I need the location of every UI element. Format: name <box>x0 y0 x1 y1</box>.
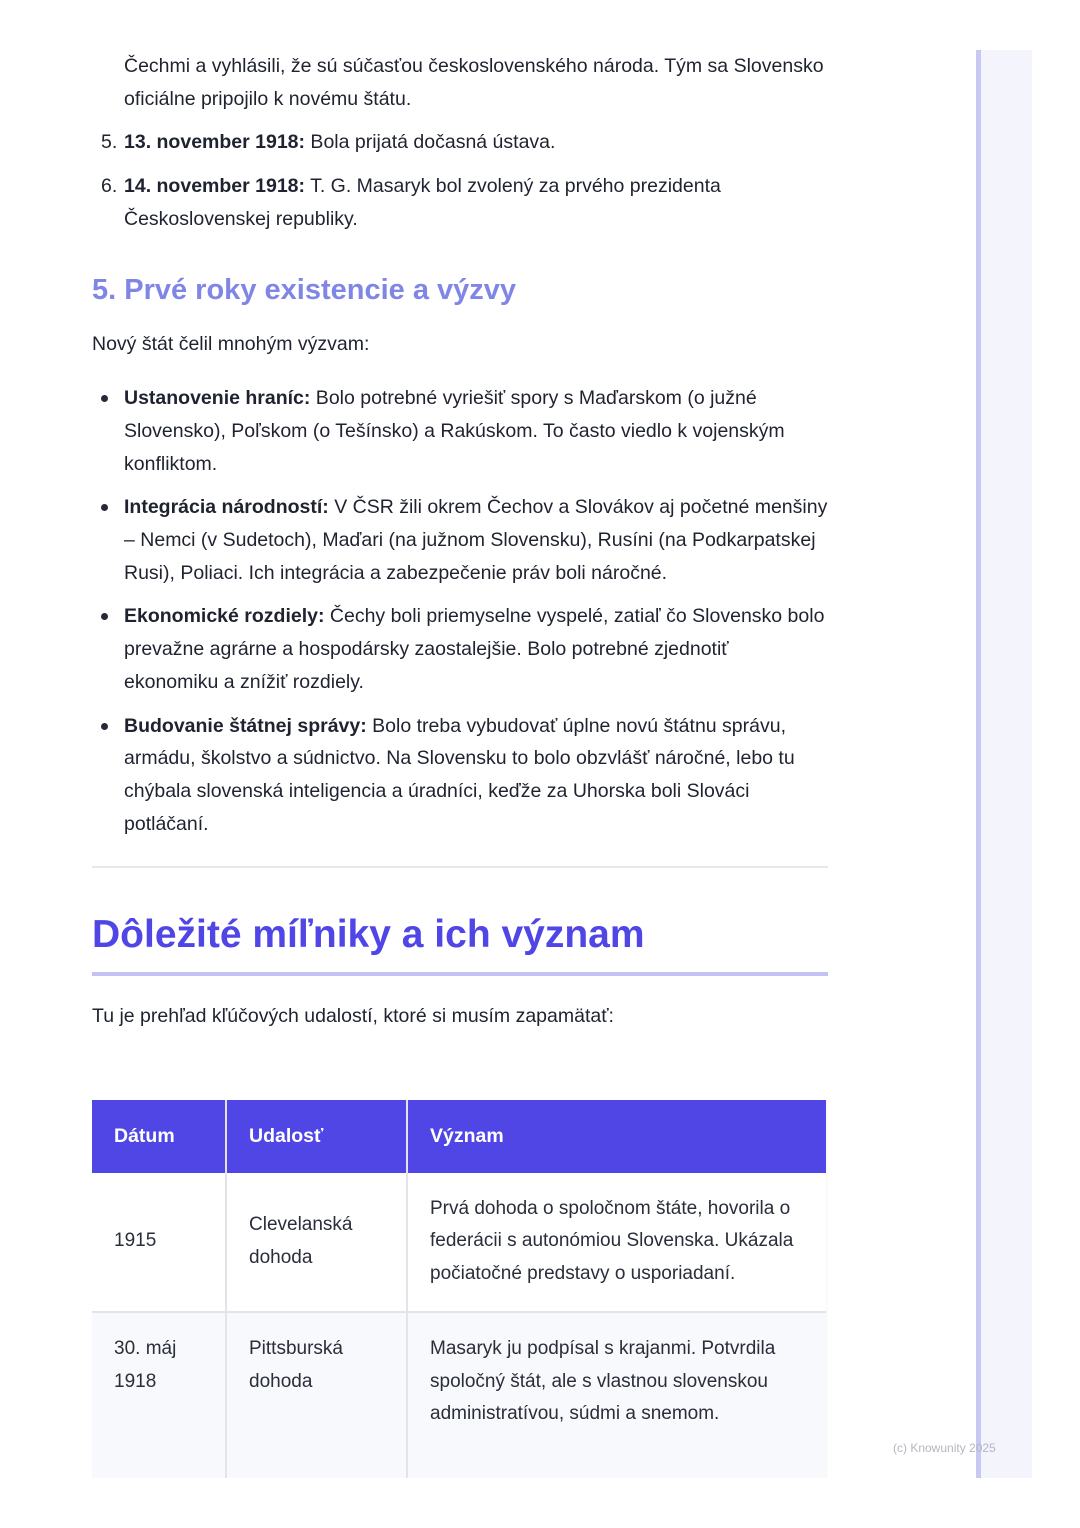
side-margin-strip <box>976 50 1032 1478</box>
list-item-label: Ekonomické rozdiely: <box>124 605 325 628</box>
list-number: 5. <box>101 131 118 154</box>
cell-event: Clevelanská dohoda <box>226 1173 407 1312</box>
numbered-list <box>92 50 828 236</box>
column-header-date: Dátum <box>92 1100 226 1173</box>
list-item <box>92 382 828 480</box>
document-content <box>92 50 828 1033</box>
column-header-significance: Význam <box>407 1100 826 1173</box>
cell-significance: Masaryk ju podpísal s krajanmi. Potvrdila spoločný štát, ale s vlastnou slovenskou administratívou, súdmi a snemom. <box>407 1312 826 1478</box>
list-item-label: Ustanovenie hraníc: <box>124 387 311 410</box>
table-row <box>92 1173 826 1312</box>
copyright-footer: (c) Knowunity 2025 <box>893 1441 996 1455</box>
list-item-text: Čechmi a vyhlásili, že sú súčasťou československého národa. Tým sa Slovensko oficiálne pripojilo k novému štátu. <box>124 55 824 110</box>
list-item-text: V ČSR žili okrem Čechov a Slovákov aj početné menšiny – Nemci (v Sudetoch), Maďari (na južnom Slovensku), Rusíni (na Podkarpatskej Rusi), Poliaci. Ich integrácia a zabezpečenie práv boli náročné. <box>124 496 828 584</box>
cell-date: 1915 <box>92 1173 226 1312</box>
list-number: 6. <box>101 175 118 198</box>
section-heading: 5. Prvé roky existencie a výzvy <box>92 273 517 306</box>
challenges-list <box>92 382 828 840</box>
cell-significance: Prvá dohoda o spoločnom štáte, hovorila o federácii s autonómiou Slovenska. Ukázala počiatočné predstavy o usporiadaní. <box>407 1173 826 1312</box>
list-item-text: T. G. Masaryk bol zvolený za prvého prezidenta Československej republiky. <box>124 175 721 230</box>
section-intro: Nový štát čelil mnohým výzvam: <box>92 332 370 355</box>
list-item <box>92 600 828 698</box>
list-item <box>92 491 828 589</box>
milestones-table <box>92 1100 826 1478</box>
milestones-table-container <box>92 1100 828 1478</box>
cell-date: 30. máj 1918 <box>92 1312 226 1478</box>
list-item-text: Čechy boli priemyselne vyspelé, zatiaľ čo Slovensko bolo prevažne agrárne a hospodársky zaostalejšie. Bolo potrebné zjednotiť ekonomiku a znížiť rozdiely. <box>124 605 825 693</box>
table-header-row <box>92 1100 826 1173</box>
list-item <box>92 50 828 115</box>
page-heading: Dôležité míľniky a ich význam <box>92 912 828 976</box>
cell-event: Pittsburská dohoda <box>226 1312 407 1478</box>
section-divider <box>92 866 828 868</box>
milestones-lead: Tu je prehľad kľúčových udalostí, ktoré si musím zapamätať: <box>92 1005 614 1028</box>
list-item-label: 14. november 1918: <box>124 175 306 198</box>
list-item <box>92 710 828 841</box>
list-item-text: Bola prijatá dočasná ústava. <box>305 131 556 154</box>
list-item <box>92 126 828 159</box>
list-item-label: 13. november 1918: <box>124 131 306 154</box>
bullet-icon <box>101 504 108 511</box>
column-header-event: Udalosť <box>226 1100 407 1173</box>
bullet-icon <box>101 723 108 730</box>
list-item <box>92 170 828 235</box>
list-item-label: Budovanie štátnej správy: <box>124 714 367 737</box>
bullet-icon <box>101 613 108 620</box>
list-item-label: Integrácia národností: <box>124 496 329 519</box>
list-item-text: Bolo potrebné vyriešiť spory s Maďarskom (o južné Slovensko), Poľskom (o Tešínsko) a Rakúskom. To často viedlo k vojenským konfliktom. <box>124 387 785 475</box>
bullet-icon <box>101 395 108 402</box>
table-row <box>92 1312 826 1478</box>
list-item-text: Bolo treba vybudovať úplne novú štátnu správu, armádu, školstvo a súdnictvo. Na Slovensku to bolo obzvlášť náročné, lebo tu chýbala slovenská inteligencia a úradníci, keďže za Uhorska boli Slováci potláčaní. <box>124 714 795 835</box>
